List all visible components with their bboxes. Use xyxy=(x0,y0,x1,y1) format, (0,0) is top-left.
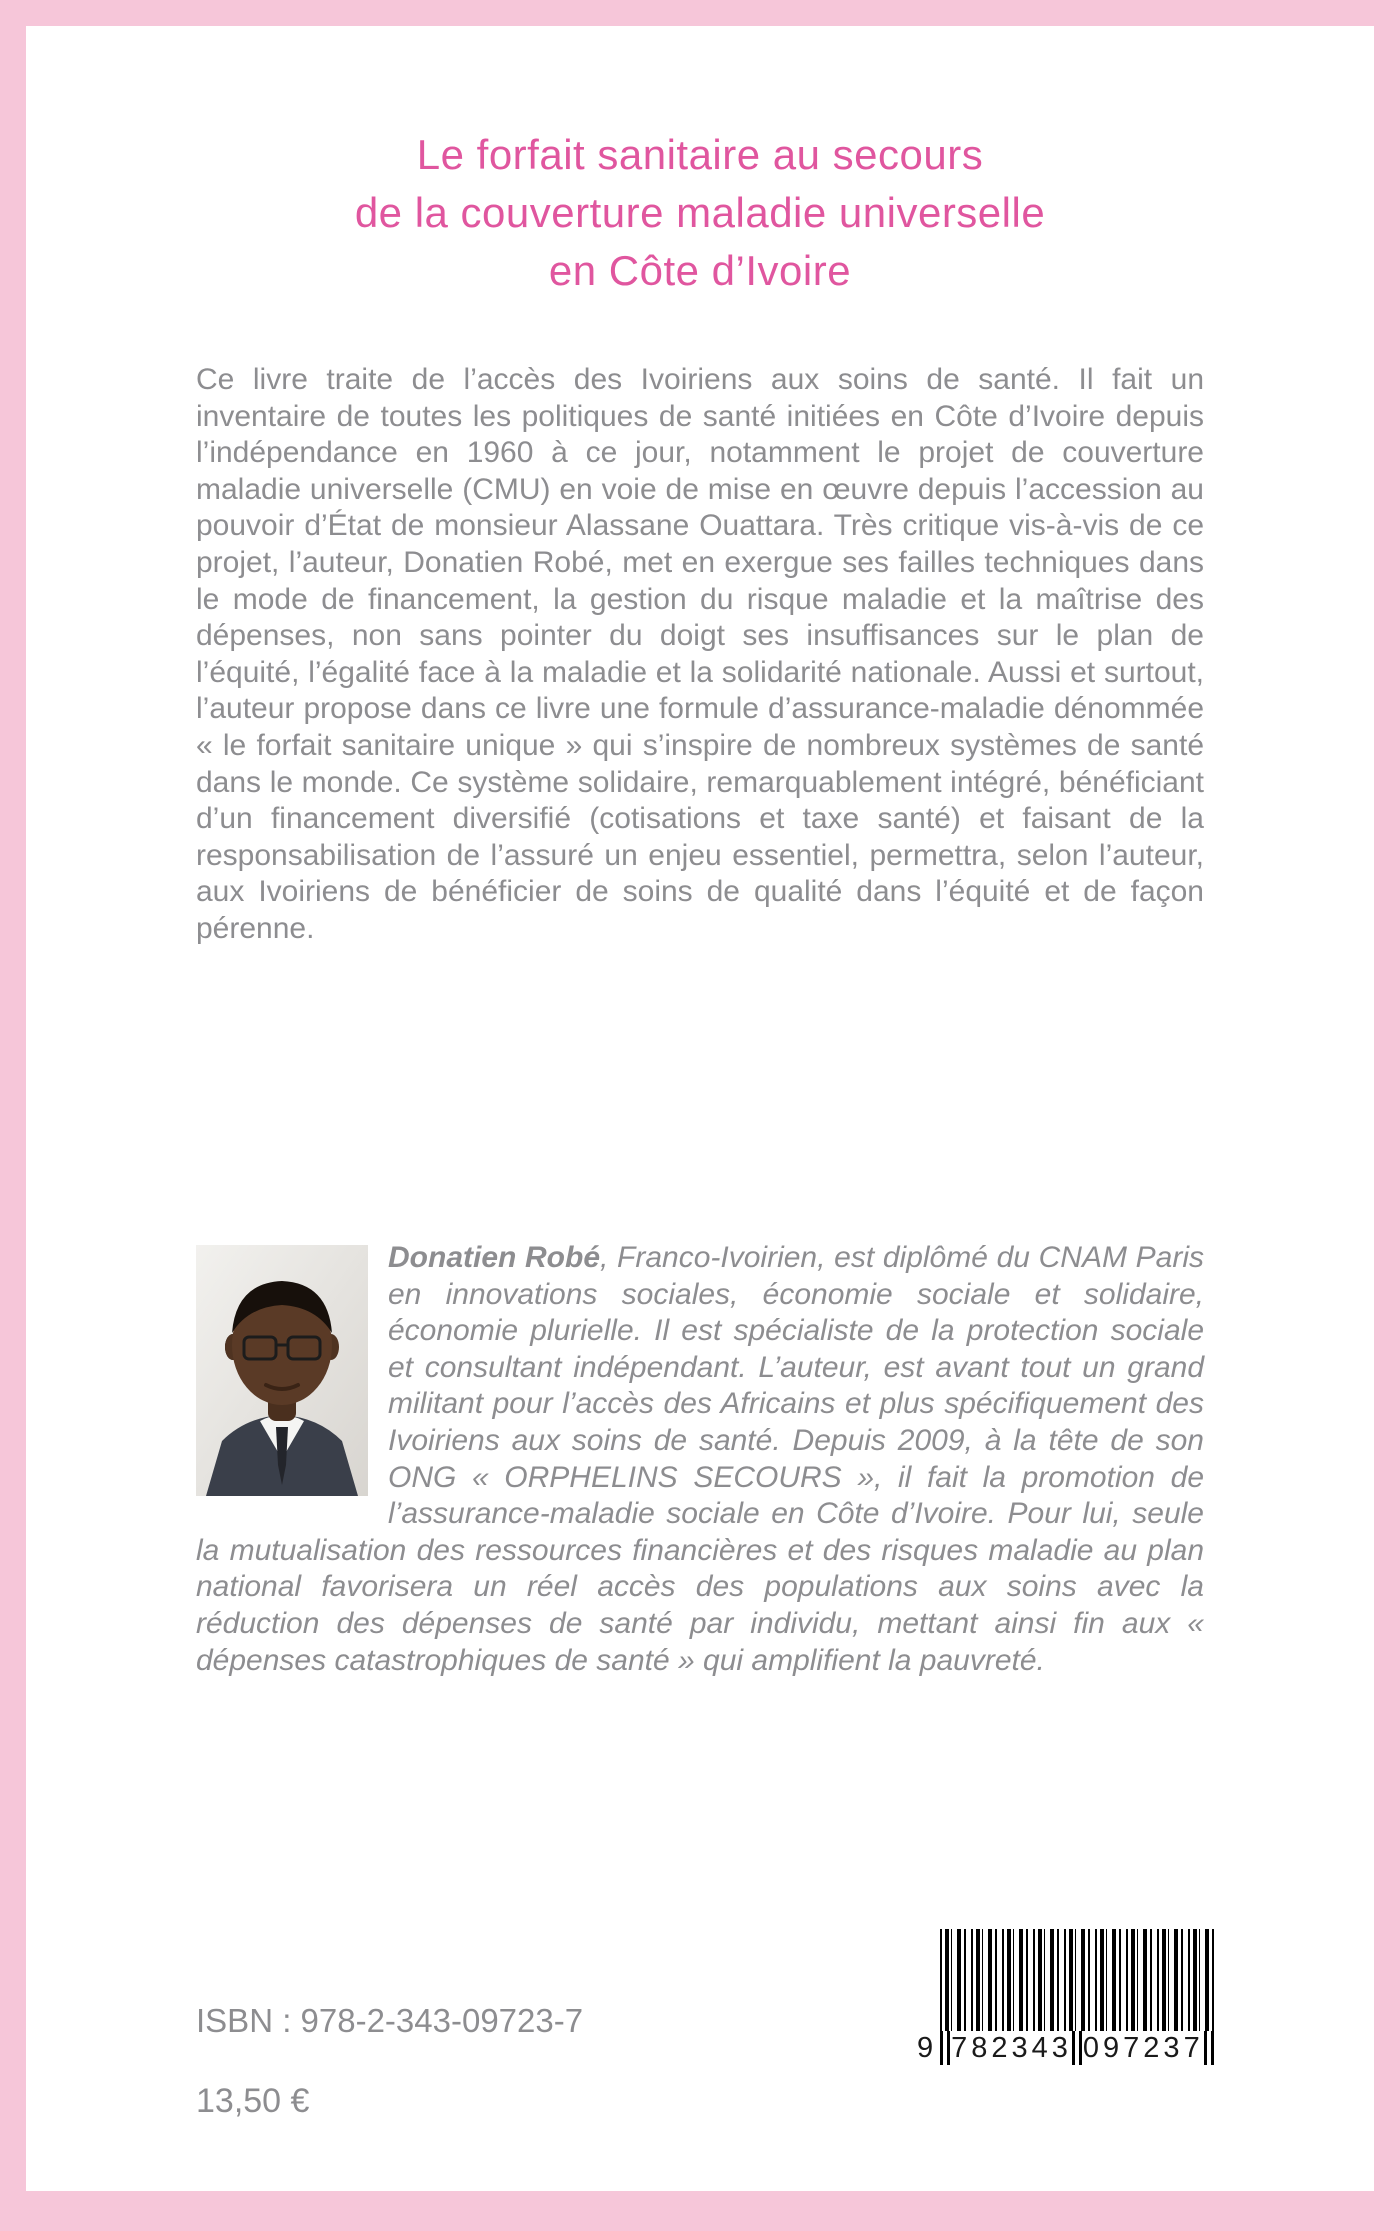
isbn-label: ISBN : 978-2-343-09723-7 xyxy=(196,2002,584,2039)
book-synopsis: Ce livre traite de l’accès des Ivoiriens aux soins de santé. Il fait un inventaire de toutes les politiques de santé initiées en Côte d’Ivoire depuis l’indépendance en 1960 à ce jour, notamment le projet de couverture maladie universelle (CMU) en voie de mise en œuvre depuis l’accession au pouvoir d’État de monsieur Alassane Ouattara. Très critique vis-à-vis de ce projet, l’auteur, Donatien Robé, met en exergue ses failles techniques dans le mode de financement, la gestion du risque maladie et la maîtrise des dépenses, non sans pointer du doigt ses insuffisances sur le plan de l’équité, l’égalité face à la maladie et la solidarité nationale. Aussi et surtout, l’auteur propose dans ce livre une formule d’assurance-maladie dénommée « le forfait sanitaire unique » qui s’inspire de nombreux systèmes de santé dans le monde. Ce système solidaire, remarquablement intégré, bénéficiant d’un financement diversifié (cotisations et taxe santé) et faisant de la responsabilisation de l’assuré un enjeu essentiel, permettra, selon l’auteur, aux Ivoiriens de bénéficier de soins de qualité dans l’équité et de façon pérenne. xyxy=(196,363,1204,945)
barcode xyxy=(917,1929,1207,2065)
author-bio-text: , Franco-Ivoirien, est diplômé du CNAM Paris en innovations sociales, économie sociale et solidaire, économie plurielle. Il est spécialiste de la protection sociale et consultant indépendant. L’auteur, est avant tout un grand militant pour l’accès des Africains et plus spécifiquement des Ivoiriens aux soins de santé. Depuis 2009, à la tête de son ONG « ORPHELINS SECOURS », il fait la promotion de l’assurance-maladie sociale en Côte d’Ivoire. Pour lui, seule la mutualisation des ressources financières et des risques maladie au plan national favorisera un réel accès des populations aux soins avec la réduction des dépenses de santé par individu, mettant ainsi fin aux « dépenses catastrophiques de santé » qui amplifient la pauvreté. xyxy=(196,1241,1205,1677)
barcode-guard-center xyxy=(1072,2031,1083,2065)
book-title-line-2: de la couverture maladie universelle xyxy=(354,189,1046,236)
barcode-guard-right xyxy=(1204,2031,1215,2065)
barcode-leading-digit: 9 xyxy=(917,2032,934,2064)
barcode-guard-left xyxy=(940,2031,951,2065)
price-label: 13,50 € xyxy=(196,2082,310,2120)
barcode-digit-group-1: 782343 xyxy=(951,2032,1072,2064)
book-title xyxy=(26,126,1374,300)
barcode-digits xyxy=(940,2031,1215,2065)
barcode-digit-group-2: 097237 xyxy=(1082,2032,1204,2064)
book-title-line-1: Le forfait sanitaire au secours xyxy=(416,131,984,178)
barcode-bars xyxy=(940,1929,1215,2031)
cover-page xyxy=(26,26,1374,2191)
author-portrait-illustration xyxy=(196,1245,368,1496)
book-title-line-3: en Côte d’Ivoire xyxy=(548,247,852,294)
author-photo xyxy=(196,1245,368,1496)
barcode-body xyxy=(940,1929,1215,2065)
author-name: Donatien Robé xyxy=(388,1241,601,1274)
author-bio xyxy=(196,1240,1204,1679)
